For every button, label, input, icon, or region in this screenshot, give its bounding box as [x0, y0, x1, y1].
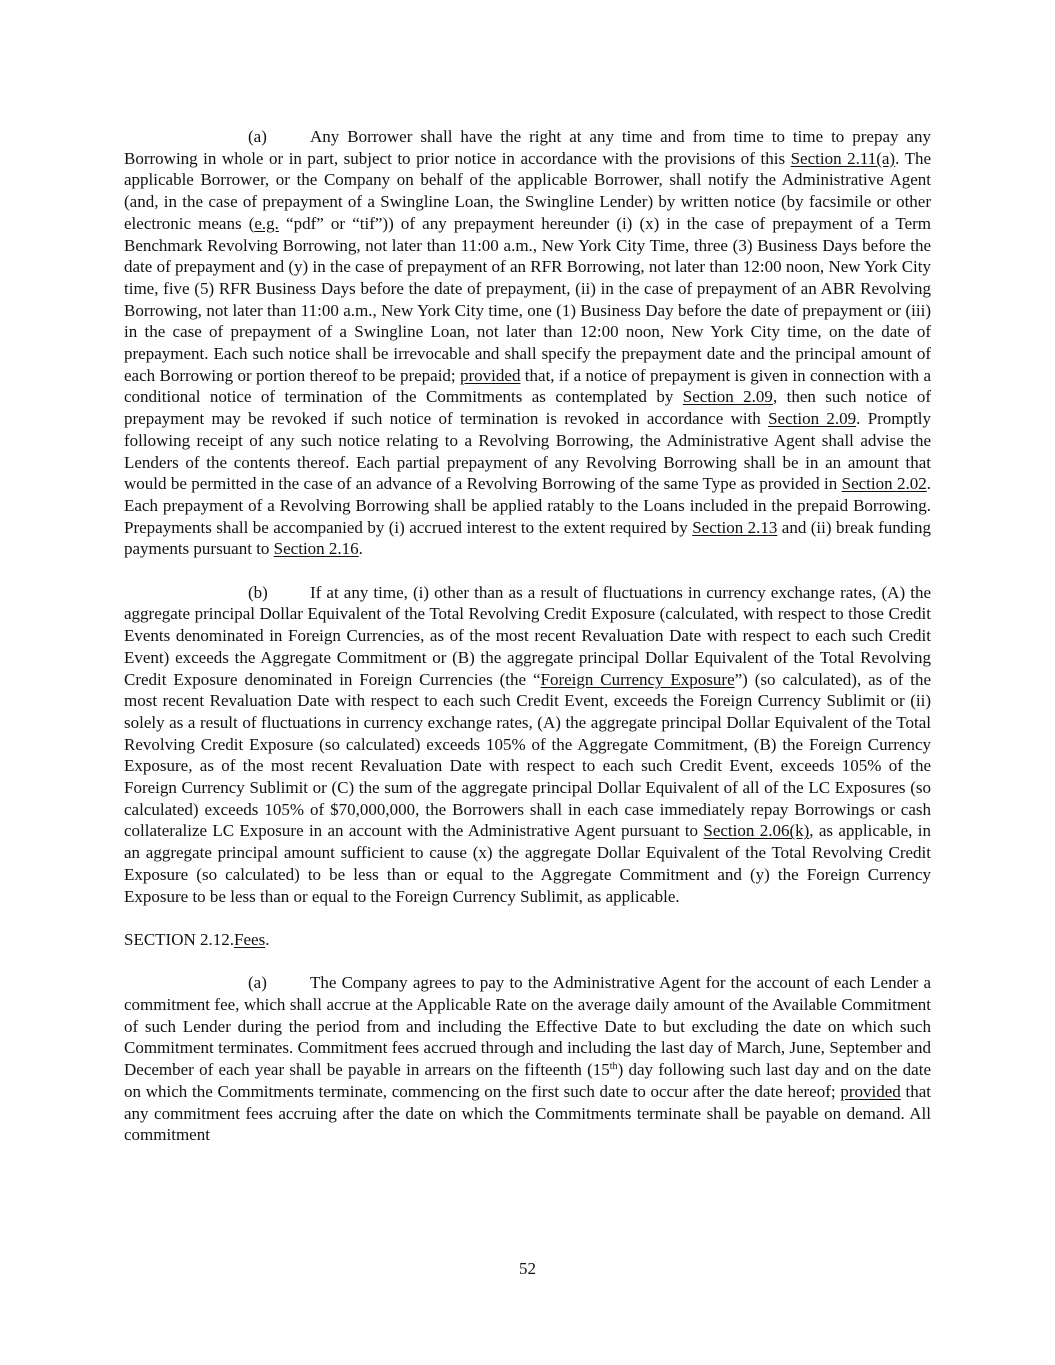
section-ref-2-06k: Section 2.06(k) [703, 821, 810, 841]
section-ref-2-02: Section 2.02 [841, 474, 927, 494]
provided-term: provided [840, 1081, 901, 1101]
defined-term-foreign-currency-exposure: Foreign Currency Exposure [540, 669, 735, 689]
section-number: SECTION 2.12. [124, 929, 235, 949]
eg-term: e.g. [254, 213, 279, 233]
provided-term: provided [460, 365, 521, 385]
paragraph-a-label: (a) [248, 127, 267, 146]
document-page [124, 126, 931, 1146]
paragraph-b: (b) If at any time, (i) other than as a result of fluctuations in currency exchange rates, (A) the aggregate principal Dollar Equivalent of the Total Revolving Credit Exposure (calculated, with respect to those Credit Events denominated in Foreign Currencies, as of the most recent Revaluation Date with respect to each such Credit Event) exceeds the Aggregate Commitment or (B) the aggregate principal Dollar Equivalent of the Total Revolving Credit Exposure denominated in Foreign Currencies (the “Foreign Currency Exposure”) (so calculated), as of the most recent Revaluation Date with respect to each such Credit Event, exceeds the Foreign Currency Sublimit or (ii) solely as a result of fluctuations in currency exchange rates, (A) the aggregate principal Dollar Equivalent of the Total Revolving Credit Exposure (so calculated) exceeds 105% of the Aggregate Commitment, (B) the Foreign Currency Exposure, as of the most recent Revaluation Date with respect to each such Credit Event, exceeds 105% of the Foreign Currency Sublimit or (C) the sum of the aggregate principal Dollar Equivalent of all of the LC Exposures (so calculated) exceeds 105% of $70,000,000, the Borrowers shall in each case immediately repay Borrowings or cash collateralize LC Exposure in an account with the Administrative Agent pursuant to Section 2.06(k), as applicable, in an aggregate principal amount sufficient to cause (x) the aggregate Dollar Equivalent of the Total Revolving Credit Exposure (so calculated) to be less than or equal to the Aggregate Commitment and (y) the Foreign Currency Exposure to be less than or equal to the Foreign Currency Sublimit, as applicable. [124, 582, 931, 906]
section-ref-2-16: Section 2.16 [273, 539, 359, 559]
section-title: Fees [234, 929, 266, 949]
section-ref-2-13: Section 2.13 [692, 517, 778, 537]
page-number: 52 [519, 1259, 536, 1278]
ordinal-superscript: th [609, 1061, 618, 1073]
paragraph-b-label: (b) [248, 582, 268, 602]
paragraph-a: (a) Any Borrower shall have the right at any time and from time to time to prepay any Borrowing in whole or in part, subject to prior notice in accordance with the provisions of this Section 2.11(a). The applicable Borrower, or the Company on behalf of the applicable Borrower, shall notify the Administrative Agent (and, in the case of prepayment of a Swingline Loan, the Swingline Lender) by written notice (by facsimile or other electronic means (e.g. “pdf” or “tif”)) of any prepayment hereunder (i) (x) in the case of prepayment of a Term Benchmark Revolving Borrowing, not later than 11:00 a.m., New York City Time, three (3) Business Days before the date of prepayment and (y) in the case of prepayment of an RFR Borrowing, not later than 12:00 noon, New York City time, five (5) RFR Business Days before the date of prepayment, (ii) in the case of prepayment of an ABR Revolving Borrowing, not later than 11:00 a.m., New York City time, one (1) Business Day before the date of prepayment or (iii) in the case of prepayment of a Swingline Loan, not later than 12:00 noon, New York City time, on the date of prepayment. Each such notice shall be irrevocable and shall specify the prepayment date and the principal amount of each Borrowing or portion thereof to be prepaid; provided that, if a notice of prepayment is given in connection with a conditional notice of termination of the Commitments as contemplated by Section 2.09, then such notice of prepayment may be revoked if such notice of termination is revoked in accordance with Section 2.09. Promptly following receipt of any such notice relating to a Revolving Borrowing, the Administrative Agent shall advise the Lenders of the contents thereof. Each partial prepayment of any Revolving Borrowing shall be in an amount that would be permitted in the case of an advance of a Revolving Borrowing of the same Type as provided in Section 2.02. Each prepayment of a Revolving Borrowing shall be applied ratably to the Loans included in the prepaid Borrowing. Prepayments shall be accompanied by (i) accrued interest to the extent required by Section 2.13 and (ii) break funding payments pursuant to Section 2.16. [124, 127, 932, 559]
fees-paragraph-a: (a) The Company agrees to pay to the Administrative Agent for the account of each Lender a commitment fee, which shall accrue at the Applicable Rate on the average daily amount of the Available Commitment of such Lender during the period from and including the Effective Date to but excluding the date on which such Commitment terminates. Commitment fees accrued through and including the last day of March, June, September and December of each year shall be payable in arrears on the fifteenth (15th) day following such last day and on the date on which the Commitments terminate, commencing on the first such date to occur after the date hereof; provided that any commitment fees accruing after the date on which the Commitments terminate shall be payable on demand. All commitment [124, 973, 931, 1145]
section-ref-2-11a: Section 2.11(a) [790, 148, 896, 168]
section-ref-2-09: Section 2.09 [682, 387, 773, 407]
section-ref-2-09: Section 2.09 [768, 409, 857, 429]
fees-paragraph-a-label: (a) [248, 973, 267, 993]
section-heading: SECTION 2.12.Fees. [124, 929, 270, 949]
